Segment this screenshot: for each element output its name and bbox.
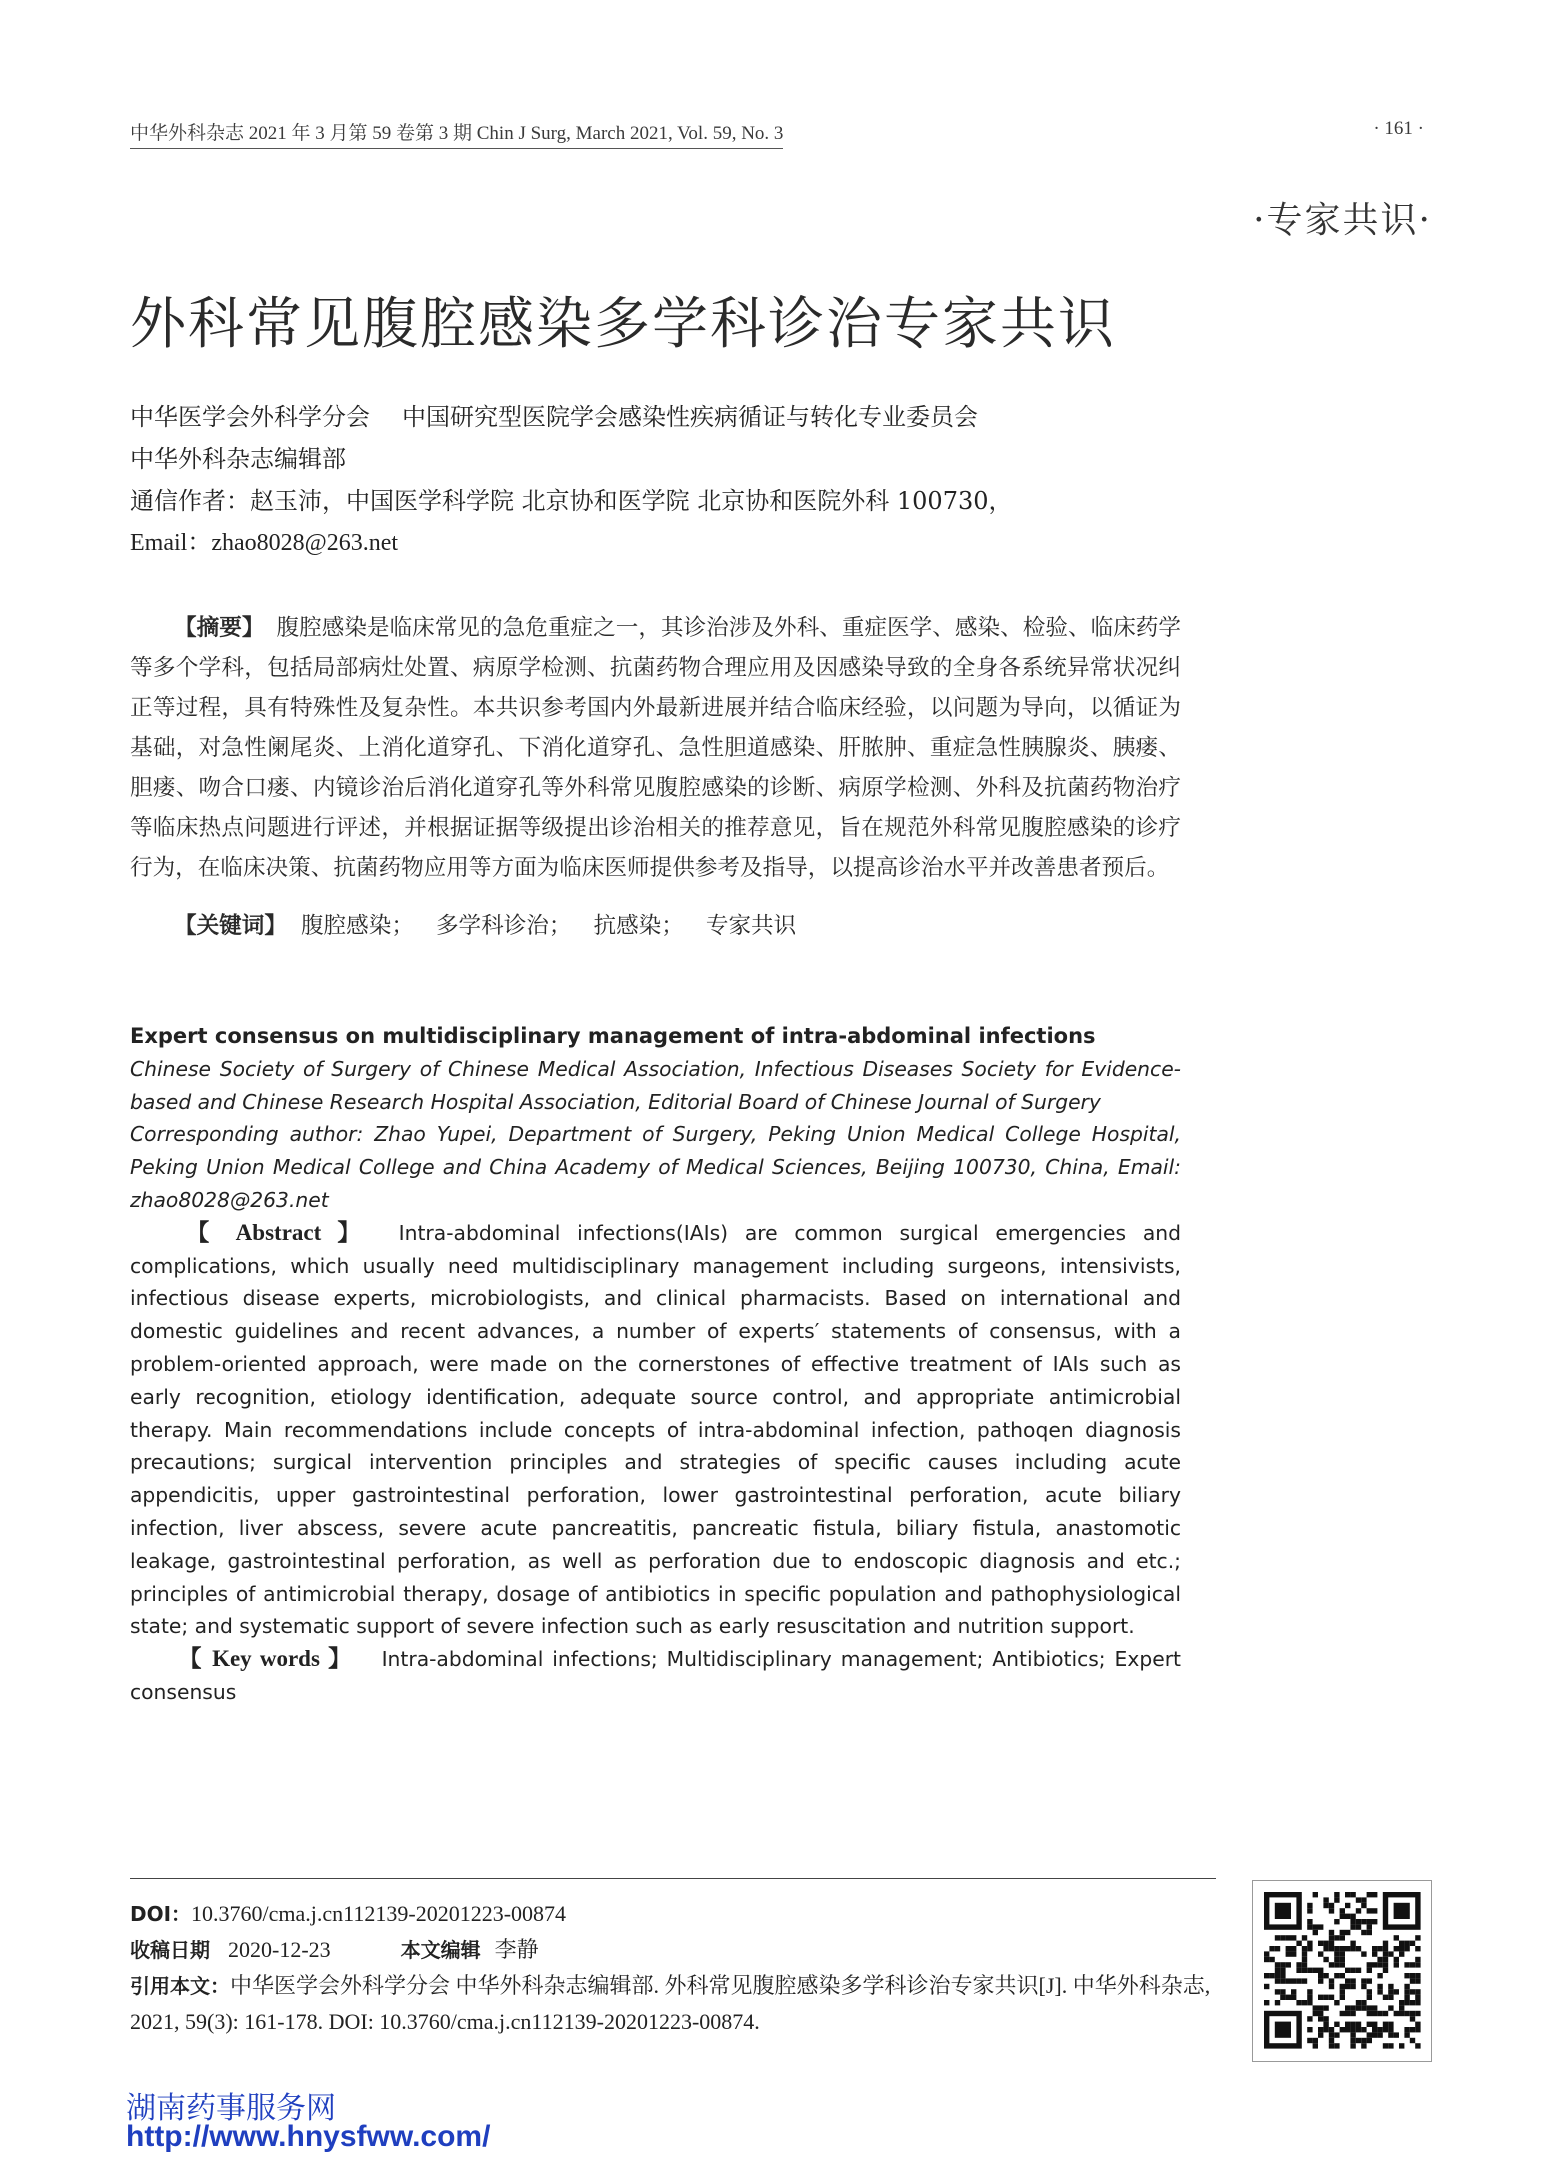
page-number: · 161 · [1373, 118, 1424, 139]
en-abstract-text: Intra-abdominal infections(IAIs) are common surgical emergencies and complications, which usually need multidisciplinary management including surgeons, intensivists, infectious disease experts, microbiologists, and clinical pharmacists. Based on international and domestic guidelines and recent advances, a number of experts′ statements of consensus, with a problem-oriented approach, were made on the cornerstones of effective treatment of IAIs such as early recognition, etiology identification, adequate source control, and appropriate antimicrobial therapy. Main recommendations include concepts of intra-abdominal infection, pathoqen diagnosis precautions; surgical intervention principles and strategies of specific causes including acute appendicitis, upper gastrointestinal perforation, lower gastrointestinal perforation, acute biliary infection, liver abscess, severe acute pancreatitis, pancreatic fistula, biliary fistula, anastomotic leakage, gastrointestinal perforation, as well as perforation due to endoscopic diagnosis and etc.; principles of antimicrobial therapy, dosage of antibiotics in specific population and pathophysiological state; and systematic support of severe infection such as early resuscitation and nutrition support. [130, 1220, 1181, 1639]
qr-code-icon[interactable] [1252, 1880, 1432, 2062]
en-keywords [130, 1643, 1181, 1709]
cite-label: 引用本文： [130, 1974, 230, 1998]
cn-keywords [130, 908, 1181, 940]
correspondence-email: Email：zhao8028@263.net [130, 530, 399, 556]
en-abstract [130, 1217, 1181, 1643]
author-block [130, 396, 1430, 564]
received-line [130, 1932, 1216, 1968]
correspondence-line: 通信作者：赵玉沛，中国医学科学院 北京协和医学院 北京协和医院外科 100730， [130, 487, 1013, 515]
keyword: 腹腔感染； [300, 913, 414, 939]
received-date: 2020-12-23 [228, 1937, 331, 1962]
running-header: 中华外科杂志 2021 年 3 月第 59 卷第 3 期 Chin J Surg, March 2021, Vol. 59, No. 3 [130, 118, 783, 149]
column-tag: ·专家共识· [1253, 200, 1432, 241]
en-correspondence: Corresponding author: Zhao Yupei, Department of Surgery, Peking Union Medical College Hospital, Peking Union Medical College and China Academy of Medical Sciences, Beijing 100730, China, Email: zhao8028@263.net [130, 1122, 1181, 1212]
author-org: 中华外科杂志编辑部 [130, 445, 346, 473]
keyword: 专家共识 [705, 913, 797, 939]
en-authors: Chinese Society of Surgery of Chinese Medical Association, Infectious Diseases Society for Evidence-based and Chinese Research Hospital Association, Editorial Board of Chinese Journal of Surgery [130, 1056, 1181, 1114]
en-title: Expert consensus on multidisciplinary management of intra-abdominal infections [130, 1024, 1096, 1048]
article-title: 外科常见腹腔感染多学科诊治专家共识 [130, 292, 1116, 357]
qr-code-graphic [1253, 1881, 1431, 2061]
received-label: 收稿日期 [130, 1938, 210, 1962]
doi-label: DOI： [130, 1902, 192, 1926]
cite-text: 中华医学会外科学分会 中华外科杂志编辑部. 外科常见腹腔感染多学科诊治专家共识[J]. 中华外科杂志, 2021, 59(3): 161-178. DOI: 10.3760/cma.j.cn112139-20201223-00874. [130, 1973, 1211, 2034]
cn-abstract-label: 【摘要】 [174, 615, 265, 641]
author-org: 中国研究型医院学会感染性疾病循证与转化专业委员会 [402, 403, 978, 431]
en-abstract-label: 【 Abstract 】 [176, 1219, 371, 1245]
keyword: 多学科诊治； [435, 913, 572, 939]
cn-keywords-label: 【关键词】 [174, 913, 287, 939]
footnote-divider [130, 1878, 1216, 1879]
citation [130, 1968, 1220, 2040]
editor-name: 李静 [494, 1937, 539, 1962]
cn-abstract-text: 腹腔感染是临床常见的急危重症之一，其诊治涉及外科、重症医学、感染、检验、临床药学等多个学科，包括局部病灶处置、病原学检测、抗菌药物合理应用及因感染导致的全身各系统异常状况纠正等过程，具有特殊性及复杂性。本共识参考国内外最新进展并结合临床经验，以问题为导向，以循证为基础，对急性阑尾炎、上消化道穿孔、下消化道穿孔、急性胆道感染、肝脓肿、重症急性胰腺炎、胰瘘、胆瘘、吻合口瘘、内镜诊治后消化道穿孔等外科常见腹腔感染的诊断、病原学检测、外科及抗菌药物治疗等临床热点问题进行评述，并根据证据等级提出诊治相关的推荐意见，旨在规范外科常见腹腔感染的诊疗行为，在临床决策、抗菌药物应用等方面为临床医师提供参考及指导，以提高诊治水平并改善患者预后。 [130, 615, 1182, 881]
en-keywords-label: 【 Key words 】 [176, 1646, 354, 1672]
footer-url-link[interactable]: http://www.hnysfww.com/ [126, 2120, 491, 2153]
en-keywords-text: Intra-abdominal infections; Multidisciplinary management; Antibiotics; Expert consensus [130, 1647, 1181, 1704]
footer-site-name: 湖南药事服务网 [126, 2091, 336, 2126]
cn-abstract [130, 608, 1181, 888]
author-org: 中华医学会外科学分会 [130, 403, 370, 431]
keyword: 抗感染； [593, 913, 684, 939]
doi-line [130, 1896, 1216, 1932]
en-abstract-block [130, 1020, 1181, 1709]
editor-label: 本文编辑 [400, 1938, 481, 1962]
article-meta [130, 1896, 1216, 2040]
doi-value[interactable]: 10.3760/cma.j.cn112139-20201223-00874 [191, 1901, 567, 1926]
